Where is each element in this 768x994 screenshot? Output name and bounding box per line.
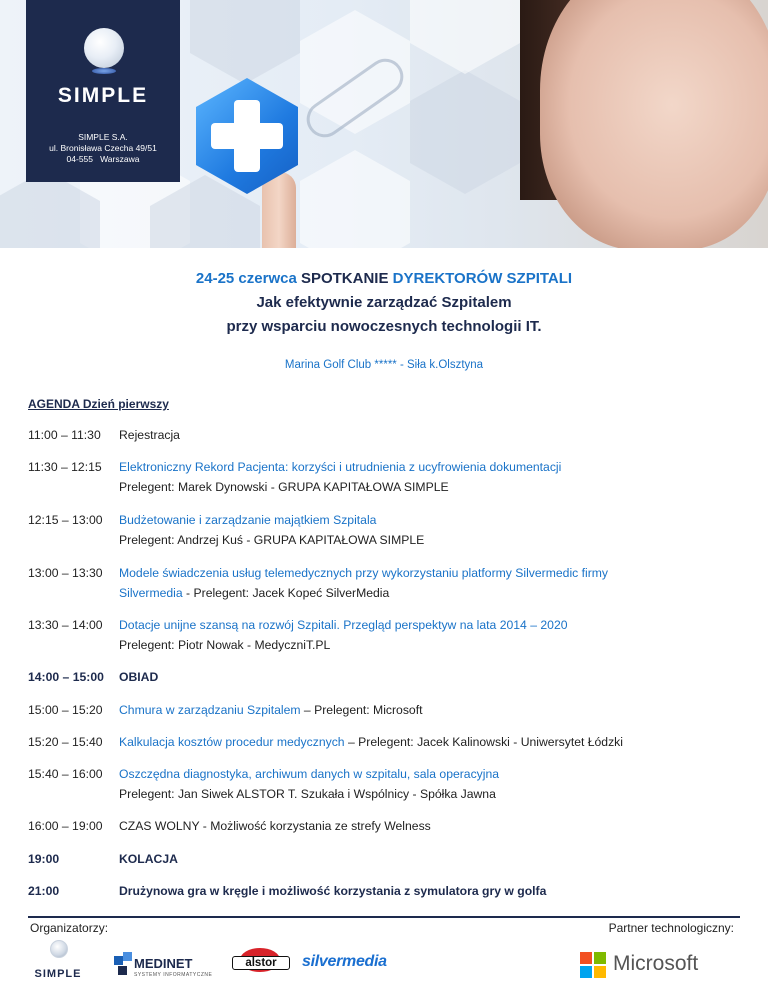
medinet-mark [123,952,132,961]
agenda-topic-continued: Silvermedia [119,586,183,600]
event-title [0,268,768,338]
agenda-time: 14:00 – 15:00 [28,670,104,684]
agenda-time: 11:30 – 12:15 [28,460,102,474]
agenda-time: 19:00 [28,852,60,866]
agenda-topic: Rejestracja [119,428,180,442]
photo-doctor-face [540,0,768,248]
agenda-topic: Kalkulacja kosztów procedur medycznych [119,735,345,749]
title-line-2: Jak efektywnie zarządzać Szpitalem [256,294,512,311]
agenda-speaker: – Prelegent: Microsoft [300,703,423,717]
microsoft-logo [580,951,720,979]
title-line-1 [0,268,768,290]
agenda-speaker: – Prelegent: Jacek Kalinowski - Uniwersytet Łódzki [344,735,623,749]
medinet-mark [114,956,123,965]
address-line: SIMPLE S.A. [78,132,128,142]
agenda-time: 15:40 – 16:00 [28,767,103,781]
agenda-topic: Budżetowanie i zarządzanie majątkiem Szpitala [119,513,377,527]
medinet-logo-word: MEDINET [134,956,193,971]
footer-divider [28,916,740,918]
hexagon-decoration [410,0,520,74]
hexagon-decoration [410,70,520,194]
microsoft-grid-icon [580,952,606,978]
photo-finger [262,172,296,248]
agenda-topic: Oszczędna diagnostyka, archiwum danych w szpitalu, sala operacyjna [119,767,500,781]
agenda-time: 11:00 – 11:30 [28,428,101,442]
agenda-speaker: Prelegent: Piotr Nowak - MedyczniT.PL [119,638,331,652]
header-banner [0,0,768,248]
medinet-logo [110,950,222,982]
agenda-topic: OBIAD [119,670,159,684]
medinet-logo-sub: SYSTEMY INFORMATYCZNE [134,972,213,978]
simple-footer-logo [28,940,88,990]
alstor-logo [232,948,290,980]
agenda-time: 12:15 – 13:00 [28,513,103,527]
event-date: 24-25 czerwca [195,270,297,287]
company-address [26,132,180,165]
agenda-topic: Dotacje unijne szansą na rozwój Szpitali. Przegląd perspektyw na lata 2014 – 2020 [119,618,568,632]
agenda-heading: AGENDA Dzień pierwszy [28,397,169,411]
address-line: 04-555 Warszawa [66,154,140,164]
agenda-time: 13:30 – 14:00 [28,618,103,632]
event-venue: Marina Golf Club ***** - Siła k.Olsztyna [284,359,484,371]
agenda-topic: CZAS WOLNY - Możliwość korzystania ze strefy Welness [119,819,431,833]
agenda-topic: Chmura w zarządzaniu Szpitalem [119,703,301,717]
event-word-1: SPOTKANIE [300,270,389,287]
globe-icon [84,28,124,68]
hexagon-decoration [300,150,410,248]
partner-label: Partner technologiczny: [608,921,734,935]
organizers-label: Organizatorzy: [30,921,109,935]
agenda-speaker: - Prelegent: Jacek Kopeć SilverMedia [182,586,390,600]
globe-base-icon [92,68,116,74]
simple-logo-panel [26,0,180,182]
agenda-topic: Modele świadczenia usług telemedycznych przy wykorzystaniu platformy Silvermedic firmy [119,566,609,580]
medinet-mark [118,966,127,975]
simple-logo-word: SIMPLE [57,84,149,107]
address-line: ul. Bronisława Czecha 49/51 [49,143,157,153]
title-line-3: przy wsparciu nowoczesnych technologii IT. [226,318,542,335]
agenda-time: 15:20 – 15:40 [28,735,103,749]
agenda-topic: Elektroniczny Rekord Pacjenta: korzyści i utrudnienia z ucyfrowienia dokumentacji [119,460,562,474]
agenda-topic: Drużynowa gra w kręgle i możliwość korzystania z symulatora gry w golfa [119,884,547,898]
agenda-speaker: Prelegent: Marek Dynowski - GRUPA KAPITAŁOWA SIMPLE [119,480,449,494]
silvermedia-logo: silvermedia [302,953,387,970]
agenda-time: 21:00 [28,884,60,898]
agenda-time: 16:00 – 19:00 [28,819,103,833]
agenda-speaker: Prelegent: Jan Siwek ALSTOR T. Szukała i Wspólnicy - Spółka Jawna [119,787,496,801]
agenda-time: 15:00 – 15:20 [28,703,103,717]
event-word-2: DYREKTORÓW SZPITALI [392,270,573,287]
hexagon-decoration [190,0,300,84]
agenda-speaker: Prelegent: Andrzej Kuś - GRUPA KAPITAŁOWA SIMPLE [119,533,425,547]
agenda-time: 13:00 – 13:30 [28,566,103,580]
microsoft-logo-word: Microsoft [613,952,699,975]
simple-logo-word: SIMPLE [34,968,82,980]
agenda-topic: KOLACJA [119,852,178,866]
globe-icon [50,940,68,958]
alstor-logo-word: alstor [232,956,290,970]
